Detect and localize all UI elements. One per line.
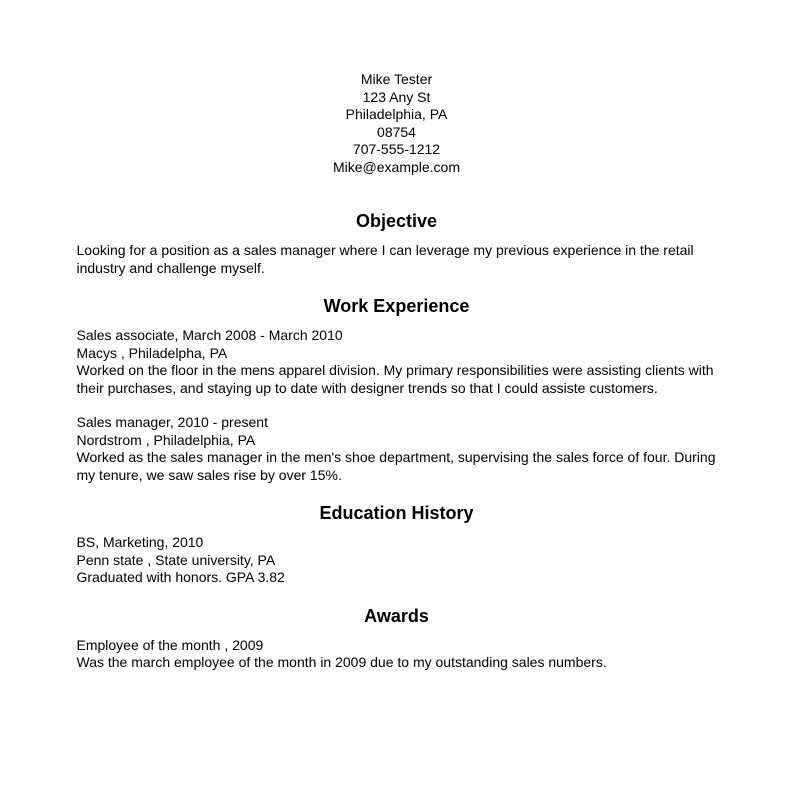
job-company-location: Macys , Philadelpha, PA <box>76 344 228 361</box>
job-description: Worked on the floor in the mens apparel division. My primary responsibilities were assisting clients with their purchases, and staying up to date with designer trends so that I could assiste customers. <box>76 362 714 396</box>
contact-email: Mike@example.com <box>332 158 461 175</box>
contact-zip: 08754 <box>377 123 416 140</box>
section-awards <box>77 606 717 672</box>
education-school: Penn state , State university, PA <box>76 551 276 568</box>
job-position-dates: Sales manager, 2010 - present <box>76 414 268 430</box>
contact-phone: 707-555-1212 <box>352 141 441 157</box>
work-experience-section-title: Work Experience <box>323 296 470 316</box>
resume-page <box>77 0 717 772</box>
award-entry <box>77 637 717 672</box>
objective-text: Looking for a position as a sales manager where I can leverage my previous experience in the retail industry and challenge myself. <box>76 242 694 276</box>
education-entry <box>77 534 717 587</box>
job-entry <box>77 414 717 484</box>
job-position-dates: Sales associate, March 2008 - March 2010 <box>76 327 343 343</box>
section-objective <box>77 211 717 277</box>
objective-section-title: Objective <box>355 211 438 231</box>
education-notes: Graduated with honors. GPA 3.82 <box>76 569 285 585</box>
education-degree: BS, Marketing, 2010 <box>76 534 204 550</box>
awards-section-title: Awards <box>364 605 429 626</box>
contact-header <box>77 71 717 176</box>
award-description: Was the march employee of the month in 2009 due to my outstanding sales numbers. <box>76 654 607 670</box>
job-entry <box>77 327 717 397</box>
education-section-title: Education History <box>319 503 474 523</box>
section-education <box>77 503 717 587</box>
section-work-experience <box>77 296 717 484</box>
contact-street: 123 Any St <box>362 88 431 105</box>
contact-name: Mike Tester <box>360 71 433 87</box>
award-name: Employee of the month , 2009 <box>76 636 264 653</box>
job-company-location: Nordstrom , Philadelphia, PA <box>76 431 256 448</box>
contact-city-state: Philadelphia, PA <box>345 106 448 122</box>
job-description: Worked as the sales manager in the men's shoe department, supervising the sales force of four. During my tenure, we saw sales rise by over 15%. <box>76 449 716 483</box>
